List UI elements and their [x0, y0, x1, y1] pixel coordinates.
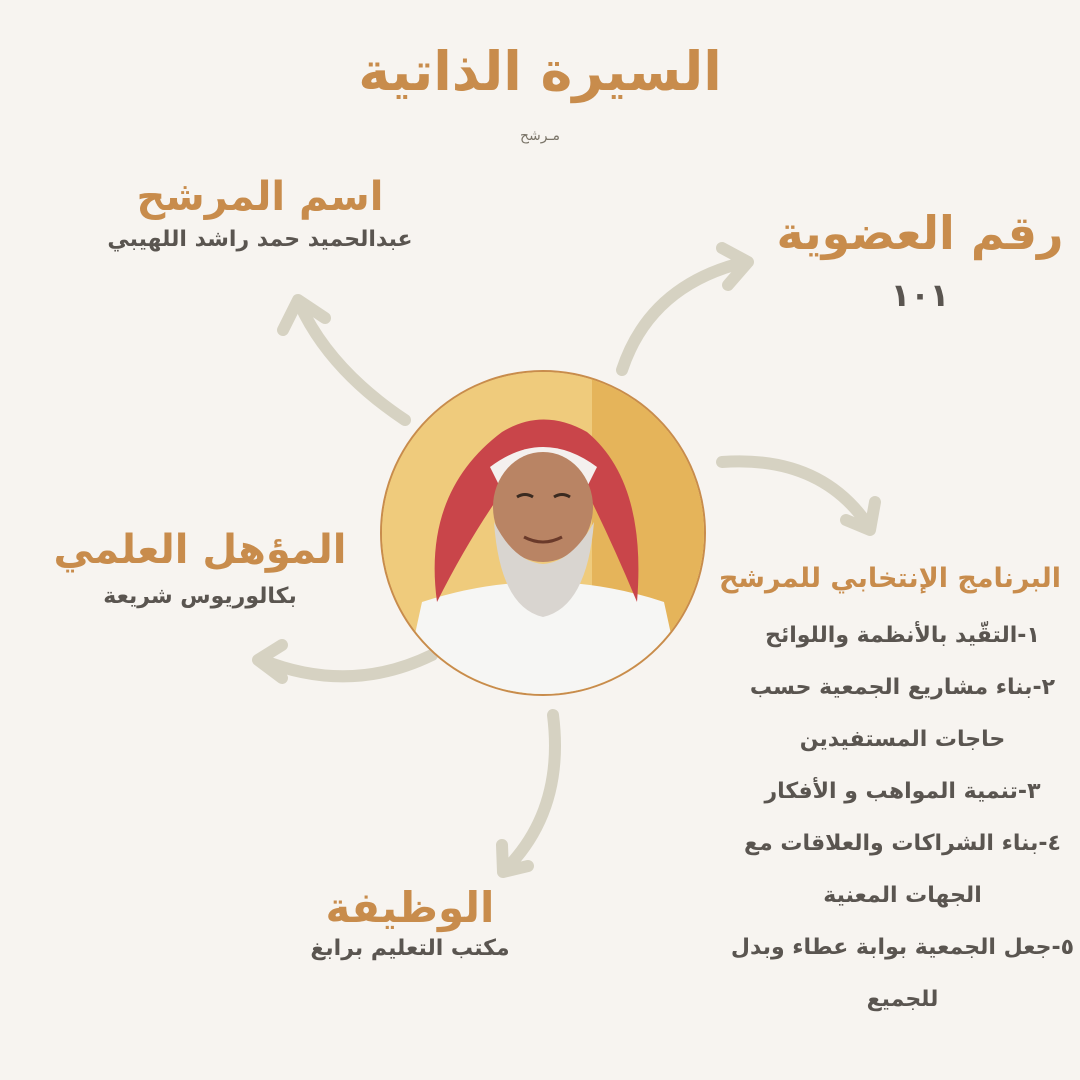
membership-section: [760, 205, 1080, 316]
program-line: ٥-جعل الجمعية بوابة عطاء وبدل: [730, 934, 1075, 960]
qualification-heading: المؤهل العلمي: [53, 527, 347, 573]
job-heading: الوظيفة: [325, 883, 495, 932]
program-line: حاجات المستفيدين: [799, 726, 1006, 752]
candidate-photo: [380, 370, 706, 696]
program-line: ٢-بناء مشاريع الجمعية حسب: [749, 674, 1056, 700]
membership-heading: رقم العضوية: [776, 206, 1064, 260]
election-program-section: [700, 562, 1080, 1026]
job-value: مكتب التعليم برابغ: [310, 935, 510, 961]
program-line: ١-التقّيد بالأنظمة واللوائح: [765, 622, 1040, 648]
page-title: السيرة الذاتية: [358, 40, 722, 103]
qualification-value: بكالوريوس شريعة: [103, 584, 297, 609]
arrow-to-qualification: [262, 655, 432, 676]
program-list: [700, 610, 1080, 1026]
membership-number: ١٠١: [890, 275, 950, 314]
page-subtitle: مـرشح: [519, 128, 561, 144]
candidate-name-heading: اسم المرشح: [136, 174, 384, 220]
program-heading: البرنامج الإنتخابي للمرشح: [718, 563, 1062, 594]
program-line: الجهات المعنية: [823, 882, 982, 908]
qualification-section: [40, 525, 360, 612]
arrow-to-name: [300, 305, 405, 420]
candidate-name-value: عبدالحميد حمد راشد اللهيبي: [107, 227, 413, 252]
job-section: [250, 882, 570, 963]
program-line: ٣-تنمية المواهب و الأفكار: [764, 778, 1041, 804]
program-line: ٤-بناء الشراكات والعلاقات مع: [744, 830, 1061, 856]
program-line: للجميع: [866, 986, 939, 1012]
candidate-name-section: [90, 172, 430, 255]
arrow-to-job: [505, 715, 555, 870]
